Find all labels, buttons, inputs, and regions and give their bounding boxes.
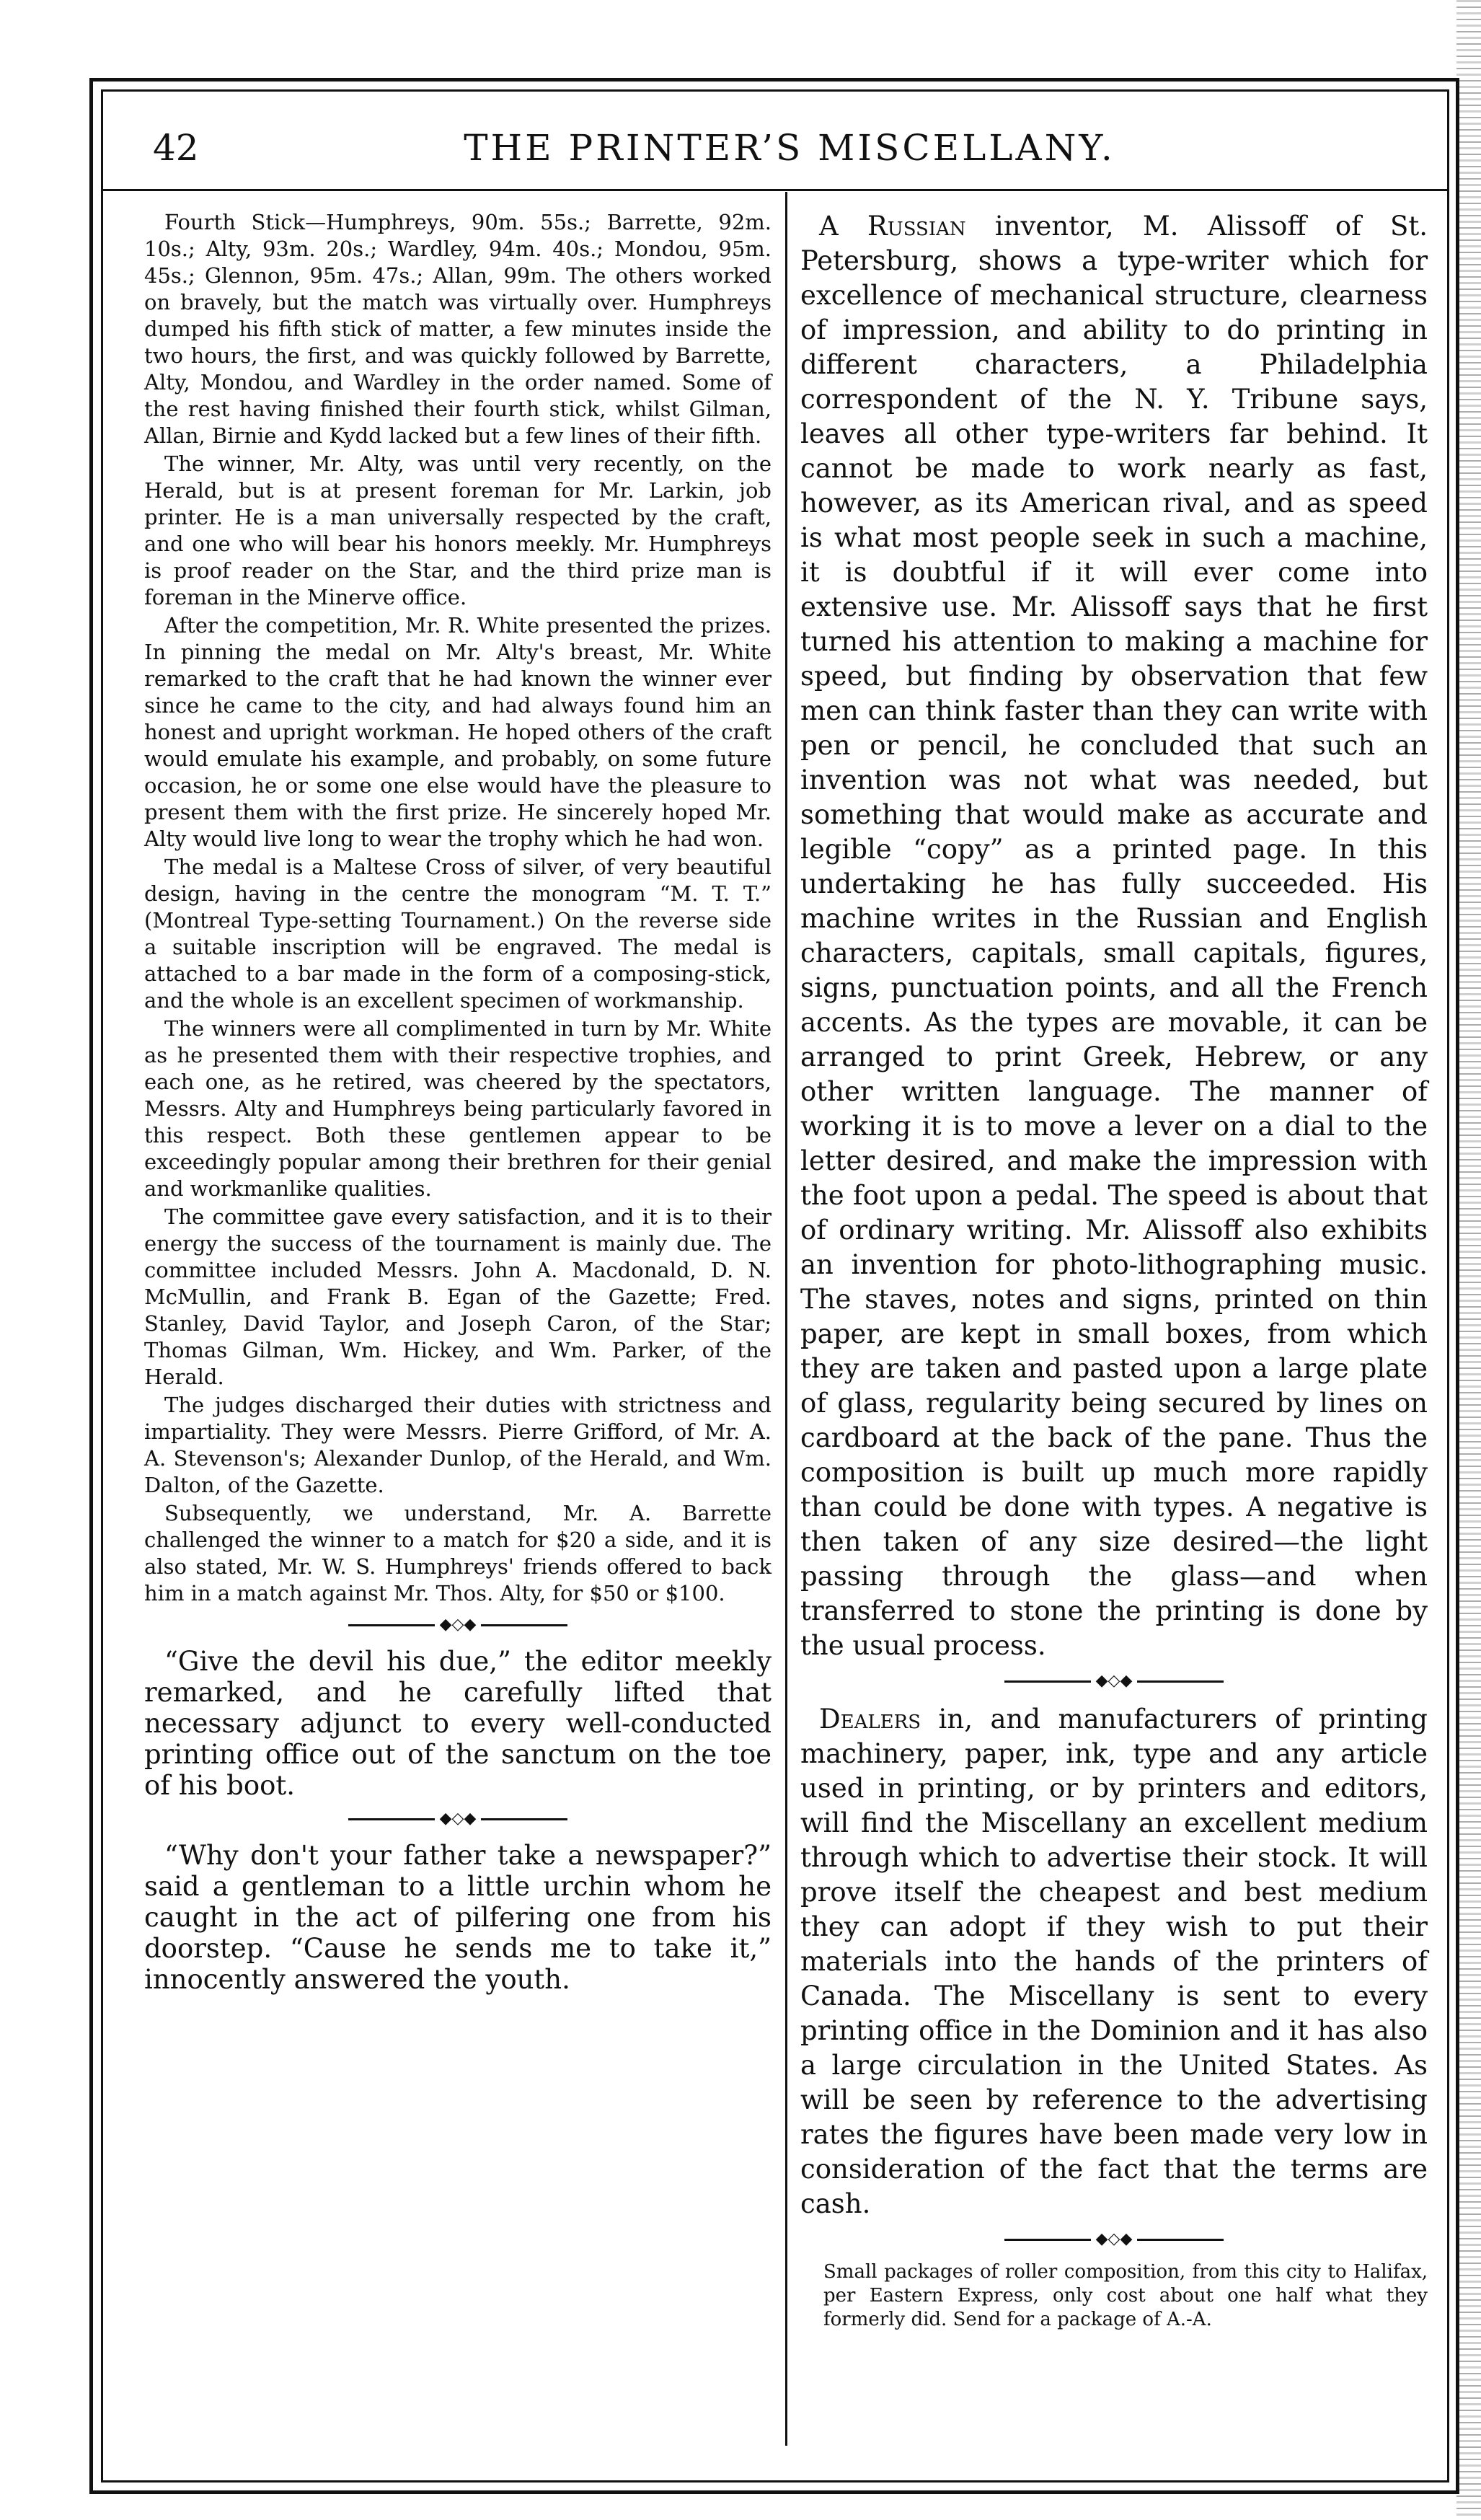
paragraph-judges: The judges discharged their duties with strictness and impartiality. They were Messrs. Pierre Grifford, of Mr. A. A. Stevenson's; Alexander Dunlop, of the Herald, and Wm. Dalton, of the Gazette. (144, 1393, 772, 1497)
right-column (800, 209, 1428, 2332)
left-column (144, 209, 772, 1995)
paragraph-committee: The committee gave every satisfaction, and it is to their energy the success of the tournament is mainly due. The committee included Messrs. John A. Macdonald, D. N. McMullin, and Frank B. Egan of the Gazette; Fred. Stanley, David Taylor, and Joseph Caron, of the Star; Thomas Gilman, Wm. Hickey, and Wm. Parker, of the Herald. (144, 1204, 772, 1389)
lead-words: Dealers (819, 1704, 921, 1735)
paragraph-dealers-notice: Dealers in, and manufacturers of printing machinery, paper, ink, type and any article used in printing, or by printers and editors, will find the Miscellany an excellent medium through which to advertise their stock. It will prove itself the cheapest and best medium they can adopt if they wish to put their materials into the hands of the printers of Canada. The Miscellany is sent to every printing office in the Dominion and it has also a large circulation in the United States. As will be seen by reference to the advertising rates the figures have been made very low in consideration of the fact that the terms are cash. (800, 1704, 1428, 2219)
header-rule (101, 189, 1449, 191)
paragraph-prizes: After the competition, Mr. R. White presented the prizes. In pinning the medal on Mr. Alty's breast, Mr. White remarked to the craft that he had known the winner ever since he came to the city, and had always found him an honest and upright workman. He hoped others of the craft would emulate his example, and probably, on some future occasion, he or some one else would have the pleasure to present them with the first prize. He sincerely hoped Mr. Alty would live long to wear the trophy which he had won. (144, 613, 772, 851)
scan-edge-artifact (1456, 0, 1481, 2520)
page-title: THE PRINTER’S MISCELLANY. (464, 127, 1115, 169)
paragraph-winners-complimented: The winners were all complimented in turn by Mr. White as he presented them with their respective trophies, and each one, as he retired, was cheered by the spectators, Messrs. Alty and Humphreys being particularly favored in this respect. Both these gentlemen appear to be exceedingly popular among their brethren for their genial and workmanlike qualities. (144, 1016, 772, 1201)
lead-words: A Russian (819, 211, 966, 242)
paragraph-winner: The winner, Mr. Alty, was until very recently, on the Herald, but is at present foreman for Mr. Larkin, job printer. He is a man universally respected by the craft, and one who will bear his honors meekly. Mr. Humphreys is proof reader on the Star, and the third prize man is foreman in the Minerve office. (144, 451, 772, 609)
section-ornament: ◆◇◆ (144, 1808, 772, 1830)
paragraph-russian-typewriter: A Russian inventor, M. Alissoff of St. Petersburg, shows a type-writer which for excellence of mechanical structure, clearness of impression, and ability to do printing in different characters, a Philadelphia correspondent of the N. Y. Tribune says, leaves all other type-writers far behind. It cannot be made to work nearly as fast, however, as its American rival, and as speed is what most people seek in such a machine, it is doubtful if it will ever come into extensive use. Mr. Alissoff says that he first turned his attention to making a machine for speed, but finding by observation that few men can think faster than they can write with pen or pencil, he concluded that such an invention was not what was needed, but something that would make as accurate and legible “copy” as a printed page. In this undertaking he has fully succeeded. His machine writes in the Russian and English characters, capitals, small capitals, figures, signs, punctuation points, and all the French accents. As the types are movable, it can be arranged to print Greek, Hebrew, or any other written language. The manner of working it is to move a lever on a dial to the letter desired, and make the impression with the foot upon a pedal. The speed is about that of ordinary writing. Mr. Alissoff also exhibits an invention for photo-lithographing music. The staves, notes and signs, printed on thin paper, are kept in small boxes, from which they are taken and pasted upon a large plate of glass, regularity being secured by lines on cardboard at the back of the pane. Thus the composition is built up much more rapidly than could be done with types. A negative is then taken of any size desired—the light passing through the glass—and when transferred to stone the printing is done by the usual process. (800, 211, 1428, 1661)
page-number: 42 (153, 127, 199, 169)
paragraph-devil-his-due: “Give the devil his due,” the editor meekly remarked, and he carefully lifted that necessary adjunct to every well-conducted printing office out of the sanctum on the toe of his boot. (144, 1646, 772, 1801)
column-divider (785, 192, 787, 2446)
section-ornament: ◆◇◆ (144, 1614, 772, 1636)
paragraph-tournament-results: Fourth Stick—Humphreys, 90m. 55s.; Barrette, 92m. 10s.; Alty, 93m. 20s.; Wardley, 94m. 40s.; Mondou, 95m. 45s.; Glennon, 95m. 47s.; Allan, 99m. The others worked on bravely, but the match was virtually over. Humphreys dumped his fifth stick of matter, a few minutes inside the two hours, the first, and was quickly followed by Barrette, Alty, Mondou, and Wardley in the order named. Some of the rest having finished their fourth stick, whilst Gilman, Allan, Birnie and Kydd lacked but a few lines of their fifth. (144, 210, 772, 448)
paragraph-medal: The medal is a Maltese Cross of silver, of very beautiful design, having in the centre the monogram “M. T. T.” (Montreal Type-setting Tournament.) On the reverse side a suitable inscription will be engraved. The medal is attached to a bar made in the form of a composing-stick, and the whole is an excellent specimen of workmanship. (144, 855, 772, 1013)
paragraph-challenge: Subsequently, we understand, Mr. A. Barrette challenged the winner to a match for $20 a side, and it is also stated, Mr. W. S. Humphreys' friends offered to back him in a match against Mr. Thos. Alty, for $50 or $100. (144, 1501, 772, 1605)
page-header (101, 123, 1449, 173)
section-ornament: ◆◇◆ (800, 2229, 1428, 2250)
section-ornament: ◆◇◆ (800, 1670, 1428, 1692)
paragraph-roller-composition: Small packages of roller composition, from this city to Halifax, per Eastern Express, only cost about one half what they formerly did. Send for a package of A.-A. (823, 2261, 1428, 2330)
paragraph-newspaper-joke: “Why don't your father take a newspaper?” said a gentleman to a little urchin whom he caught in the act of pilfering one from his doorstep. “Cause he sends me to take it,” innocently answered the youth. (144, 1840, 772, 1995)
